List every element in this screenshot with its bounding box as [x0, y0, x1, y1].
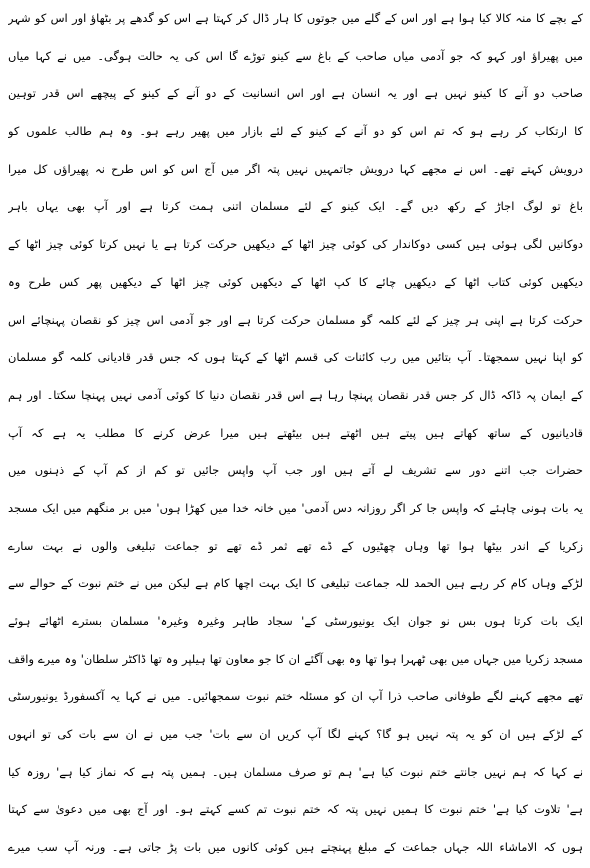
text-line-content: کو اپنا نہیں سمجھتا۔ آپ بتائیں میں رب کائنات کی قسم اٹھا کے کہتا ہوں کہ جس قدر قادیانی کلمہ گو مسلمان: [8, 350, 583, 365]
text-line: [8, 0, 583, 38]
text-line-content: یہ بات ہونی چاہئے کہ واپس جا کر اگر روزانہ دس آدمی' میں خانہ خدا میں کھڑا ہوں' میں بر منگھم میں ایک مسجد: [8, 500, 583, 515]
text-line-content: ایک بات کرتا ہوں بس نو جوان ایک یونیورسٹی کے' سجاد طاہر وغیرہ وغیرہ' مسلمان بسترے اٹھائے ہوئے: [8, 614, 583, 628]
text-line-content: حرکت کرتا ہے اپنی ہر چیز کے لئے کلمہ گو مسلمان حرکت کرتا ہے اور جو آدمی اس چیز کو نقصان پہنچائے اس: [8, 312, 583, 327]
text-line-content: لڑکے وہاں کام کر رہے ہیں الحمد للہ جماعت تبلیغی کا ایک بہت اچھا کام ہے لیکن میں نے ختم نبوت کے حوالے سے: [8, 576, 583, 591]
text-line-content: دیکھیں کوئی کتاب اٹھا کے دیکھیں چائے کا کپ اٹھا کے دیکھیں کوئی چیز اٹھا کے دیکھیں پھر کس طرح وہ: [8, 274, 583, 289]
text-line: [8, 829, 583, 867]
text-line: [8, 75, 583, 113]
text-line-content: کے ایمان پہ ڈاکہ ڈال کر جس قدر نقصان پہنچا رہا ہے اس قدر نقصان دنیا کا کوئی آدمی نہیں پہنچا سکتا۔ اور ہم: [8, 387, 583, 402]
text-line: [8, 151, 583, 189]
text-line: [8, 490, 583, 528]
text-line-content: مسجد زکریا میں جہاں میں بھی ٹھہرا ہوا تھا وہ بھی آگئے ان کا جو معاون تھا ہیلپر وہ تھا ڈاکٹر سلطان' وہ میرے واقف: [8, 651, 583, 666]
text-line: [8, 377, 583, 415]
text-line-content: حضرات جب اتنے دور سے تشریف لے آتے ہیں اور جب آپ واپس جائیں تو کم از کم آپ کے ذہنوں میں: [8, 463, 583, 478]
text-line: [8, 226, 583, 264]
text-line-content: قادیانیوں کے ساتھ کھاتے ہیں پیتے ہیں اٹھتے ہیں بیٹھتے ہیں میرا عرض کرنے کا مطلب یہ ہے کہ آپ: [8, 425, 583, 440]
text-line: [8, 113, 583, 151]
text-line: [8, 188, 583, 226]
text-line: [8, 415, 583, 453]
text-line-content: میں پھیراؤ اور کہو کہ جو آدمی میاں صاحب کے باغ سے کینو توڑے گا اس کی یہ حالت ہوگی۔ میں نے کہا میاں: [8, 48, 583, 63]
text-line-content: کے بچے کا منہ کالا کیا ہوا ہے اور اس کے گلے میں جوتوں کا ہار ڈال کر کہتا ہے اس کو گدھے پر بٹھاؤ اور اس کو شہر: [8, 11, 583, 25]
text-line-content: درویش کہتے تھے۔ اس نے مجھے کہا درویش جاتمہیں نہیں پتہ اگر میں آج اس کو اس طرح نہ پھیراؤں کل میرا: [8, 161, 583, 176]
text-line: [8, 264, 583, 302]
text-line-content: ہوں کہ الاماشاء اللہ جہاں جماعت کے مبلغ پہنچتے ہیں کوئی کانوں میں بات پڑ جاتی ہے۔ ورنہ آپ سب میرے: [8, 840, 583, 855]
text-line: [8, 754, 583, 792]
text-line: [8, 528, 583, 566]
text-line-content: باغ تو لوگ اجاڑ کے رکھ دیں گے۔ ایک کینو کے لئے مسلمان اتنی ہمت کرتا ہے اور آپ بھی یہاں باہر: [8, 199, 583, 214]
text-line: [8, 641, 583, 679]
text-line: [8, 38, 583, 76]
text-line: [8, 302, 583, 340]
text-line-content: زکریا کے اندر بیٹھا ہوا تھا وہاں چھٹیوں کے ڈے تھے ثمر ڈے تھے تو جماعت تبلیغی والوں نے بہت سارے: [8, 538, 583, 553]
text-line: [8, 339, 583, 377]
text-line-content: ہے' تلاوت کیا ہے' ختم نبوت کا ہمیں نہیں پتہ کہ ختم نبوت تم کسے کہتے ہو۔ اور آج بھی میں دعویٰ سے کہتا: [8, 802, 583, 817]
text-line-content: نے کہا کہ ہم نہیں جانتے ختم نبوت کیا ہے' ہم تو صرف مسلمان ہیں۔ ہمیں پتہ ہے کہ نماز کیا ہے' روزہ کیا: [8, 764, 583, 779]
text-line: [8, 603, 583, 641]
text-line: [8, 716, 583, 754]
text-line: [8, 452, 583, 490]
text-line-content: کے لڑکے ہیں ان کو یہ پتہ نہیں ہو گا؟ کہنے لگا آپ کریں ان سے بات' جب میں نے ان سے بات کی تو انہوں: [8, 727, 583, 742]
text-line: [8, 791, 583, 829]
text-line-content: کا ارتکاب کر رہے ہو کہ تم اس کو دو آنے کے کینو کے لئے بازار میں پھیر رہے ہو۔ وہ ہم طالب علموں کو: [8, 124, 583, 139]
text-line: [8, 565, 583, 603]
text-line-content: تھے مجھے کہنے لگے طوفانی صاحب ذرا آپ ان کو مسئلہ ختم نبوت سمجھائیں۔ میں نے کہا یہ آکسفورڈ یونیورسٹی: [8, 689, 583, 704]
text-line: [8, 678, 583, 716]
text-line-content: صاحب دو آنے کا کینو نہیں ہے اور یہ انسان ہے اور اس انسانیت کے دو آنے کے کینو کے پیچھے اس قدر توہین: [8, 86, 583, 101]
text-line-content: دوکانیں لگی ہوئی ہیں کسی دوکاندار کی کوئی چیز اٹھا کے دیکھیں حرکت کرتا ہے یا نہیں کرتا کوئی چیز اٹھا کے: [8, 237, 583, 252]
